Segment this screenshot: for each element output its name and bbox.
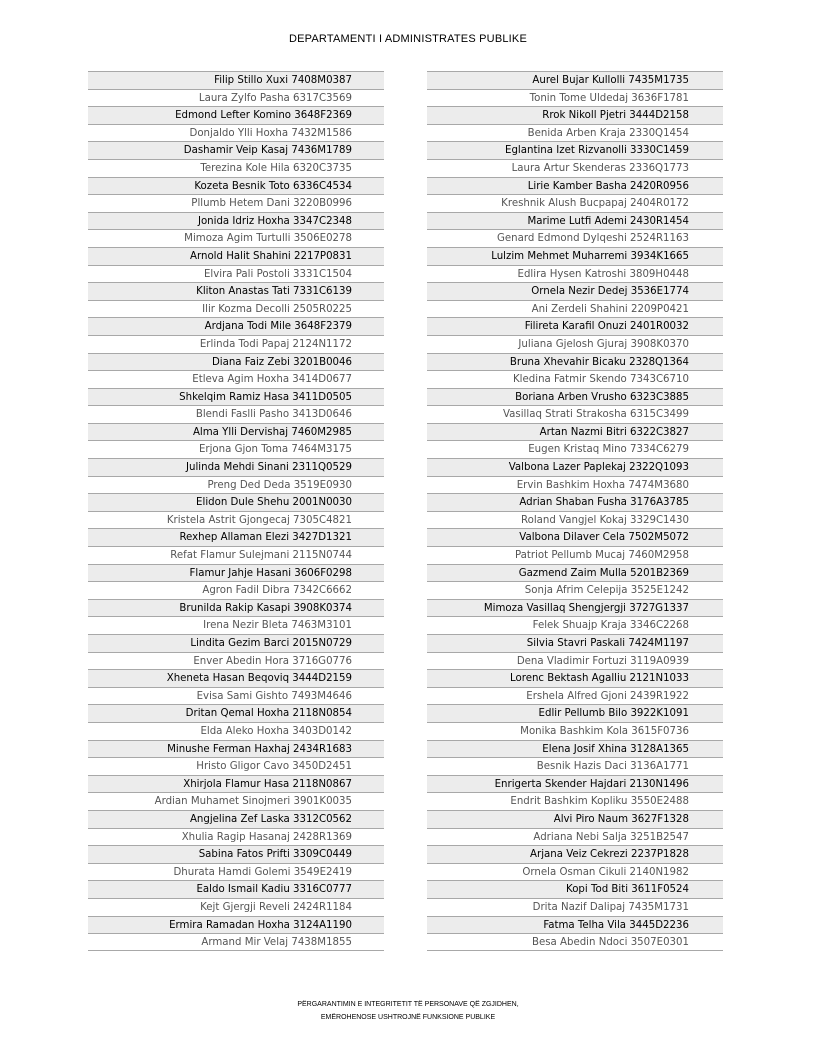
- footer: [0, 998, 816, 1024]
- table-row: Drita Nazif Dalipaj 7435M1731: [427, 898, 723, 916]
- table-row: Lirie Kamber Basha 2420R0956: [427, 177, 723, 195]
- table-row: Refat Flamur Sulejmani 2115N0744: [88, 546, 384, 564]
- table-row: Angjelina Zef Laska 3312C0562: [88, 810, 384, 828]
- table-row: Elidon Dule Shehu 2001N0030: [88, 493, 384, 511]
- table-row: Kozeta Besnik Toto 6336C4534: [88, 177, 384, 195]
- table-row: Lulzim Mehmet Muharremi 3934K1665: [427, 247, 723, 265]
- table-row: Dashamir Veip Kasaj 7436M1789: [88, 141, 384, 159]
- table-row: Arjana Veiz Cekrezi 2237P1828: [427, 845, 723, 863]
- table-row: Alma Ylli Dervishaj 7460M2985: [88, 423, 384, 441]
- table-row: Filip Stillo Xuxi 7408M0387: [88, 71, 384, 89]
- footer-line-2: EMËROHENOSE USHTROJNË FUNKSIONE PUBLIKE: [320, 1014, 496, 1021]
- table-row: Dena Vladimir Fortuzi 3119A0939: [427, 652, 723, 670]
- table-row: Minushe Ferman Haxhaj 2434R1683: [88, 740, 384, 758]
- table-row: Kledina Fatmir Skendo 7343C6710: [427, 370, 723, 388]
- table-row: Elena Josif Xhina 3128A1365: [427, 740, 723, 758]
- table-row: Eglantina Izet Rizvanolli 3330C1459: [427, 141, 723, 159]
- table-row: Sabina Fatos Prifti 3309C0449: [88, 845, 384, 863]
- table-row: Aurel Bujar Kullolli 7435M1735: [427, 71, 723, 89]
- table-row: Ervin Bashkim Hoxha 7474M3680: [427, 476, 723, 494]
- table-row: Rrok Nikoll Pjetri 3444D2158: [427, 106, 723, 124]
- table-row: Bruna Xhevahir Bicaku 2328Q1364: [427, 353, 723, 371]
- table-row: Sonja Afrim Celepija 3525E1242: [427, 581, 723, 599]
- footer-line-1: PËRGARANTIMIN E INTEGRITETIT TË PERSONAVE QË ZGJIDHEN,: [297, 1001, 519, 1008]
- table-row: Valbona Lazer Paplekaj 2322Q1093: [427, 458, 723, 476]
- table-row: Kreshnik Alush Bucpapaj 2404R0172: [427, 194, 723, 212]
- table-row: Diana Faiz Zebi 3201B0046: [88, 353, 384, 371]
- table-row: Mimoza Agim Turtulli 3506E0278: [88, 229, 384, 247]
- table-row: Jonida Idriz Hoxha 3347C2348: [88, 212, 384, 230]
- table-row: Eugen Kristaq Mino 7334C6279: [427, 440, 723, 458]
- table-row: Marime Lutfi Ademi 2430R1454: [427, 212, 723, 230]
- table-row: Julinda Mehdi Sinani 2311Q0529: [88, 458, 384, 476]
- table-row: Irena Nezir Bleta 7463M3101: [88, 616, 384, 634]
- table-row: Erlinda Todi Papaj 2124N1172: [88, 335, 384, 353]
- table-row: Elda Aleko Hoxha 3403D0142: [88, 722, 384, 740]
- table-row: Ani Zerdeli Shahini 2209P0421: [427, 300, 723, 318]
- right-name-column: [427, 71, 723, 951]
- table-row: Felek Shuajp Kraja 3346C2268: [427, 616, 723, 634]
- table-row: Silvia Stavri Paskali 7424M1197: [427, 634, 723, 652]
- table-row: Edlira Hysen Katroshi 3809H0448: [427, 265, 723, 283]
- table-row: Juliana Gjelosh Gjuraj 3908K0370: [427, 335, 723, 353]
- table-row: Tonin Tome Uldedaj 3636F1781: [427, 89, 723, 107]
- table-row: Alvi Piro Naum 3627F1328: [427, 810, 723, 828]
- table-row: Donjaldo Ylli Hoxha 7432M1586: [88, 124, 384, 142]
- table-row: Roland Vangjel Kokaj 3329C1430: [427, 511, 723, 529]
- left-name-column: [88, 71, 384, 951]
- table-row: Boriana Arben Vrusho 6323C3885: [427, 388, 723, 406]
- table-row: Rexhep Allaman Elezi 3427D1321: [88, 528, 384, 546]
- table-row: Endrit Bashkim Kopliku 3550E2488: [427, 792, 723, 810]
- table-row: Lindita Gezim Barci 2015N0729: [88, 634, 384, 652]
- table-row: Erjona Gjon Toma 7464M3175: [88, 440, 384, 458]
- table-row: Benida Arben Kraja 2330Q1454: [427, 124, 723, 142]
- table-row: Xheneta Hasan Beqoviq 3444D2159: [88, 669, 384, 687]
- table-row: Laura Zylfo Pasha 6317C3569: [88, 89, 384, 107]
- table-row: Ealdo Ismail Kadiu 3316C0777: [88, 880, 384, 898]
- table-row: Kopi Tod Biti 3611F0524: [427, 880, 723, 898]
- table-row: Ardjana Todi Mile 3648F2379: [88, 317, 384, 335]
- table-row: Hristo Gligor Cavo 3450D2451: [88, 757, 384, 775]
- table-row: Arnold Halit Shahini 2217P0831: [88, 247, 384, 265]
- table-row: Fatma Telha Vila 3445D2236: [427, 916, 723, 934]
- table-row: Ornela Osman Cikuli 2140N1982: [427, 863, 723, 881]
- table-row: Besnik Hazis Daci 3136A1771: [427, 757, 723, 775]
- table-row: Ardian Muhamet Sinojmeri 3901K0035: [88, 792, 384, 810]
- table-row: Valbona Dilaver Cela 7502M5072: [427, 528, 723, 546]
- table-row: Ornela Nezir Dedej 3536E1774: [427, 282, 723, 300]
- table-row: Kristela Astrit Gjongecaj 7305C4821: [88, 511, 384, 529]
- table-row: Ershela Alfred Gjoni 2439R1922: [427, 687, 723, 705]
- table-row: Filireta Karafil Onuzi 2401R0032: [427, 317, 723, 335]
- table-row: Preng Ded Deda 3519E0930: [88, 476, 384, 494]
- table-row: Ermira Ramadan Hoxha 3124A1190: [88, 916, 384, 934]
- table-row: Enrigerta Skender Hajdari 2130N1496: [427, 775, 723, 793]
- table-row: Flamur Jahje Hasani 3606F0298: [88, 564, 384, 582]
- table-row: Etleva Agim Hoxha 3414D0677: [88, 370, 384, 388]
- page-title: DEPARTAMENTI I ADMINISTRATES PUBLIKE: [288, 33, 528, 45]
- table-row: Dhurata Hamdi Golemi 3549E2419: [88, 863, 384, 881]
- table-row: Edmond Lefter Komino 3648F2369: [88, 106, 384, 124]
- table-row: Patriot Pellumb Mucaj 7460M2958: [427, 546, 723, 564]
- table-row: Brunilda Rakip Kasapi 3908K0374: [88, 599, 384, 617]
- table-row: Dritan Qemal Hoxha 2118N0854: [88, 704, 384, 722]
- table-row: Vasillaq Strati Strakosha 6315C3499: [427, 405, 723, 423]
- table-row: Xhulia Ragip Hasanaj 2428R1369: [88, 828, 384, 846]
- table-row: Kliton Anastas Tati 7331C6139: [88, 282, 384, 300]
- table-row: Xhirjola Flamur Hasa 2118N0867: [88, 775, 384, 793]
- table-row: Monika Bashkim Kola 3615F0736: [427, 722, 723, 740]
- table-row: Adrian Shaban Fusha 3176A3785: [427, 493, 723, 511]
- table-row: Besa Abedin Ndoci 3507E0301: [427, 933, 723, 951]
- table-row: Artan Nazmi Bitri 6322C3827: [427, 423, 723, 441]
- table-row: Terezina Kole Hila 6320C3735: [88, 159, 384, 177]
- table-row: Shkelqim Ramiz Hasa 3411D0505: [88, 388, 384, 406]
- table-row: Agron Fadil Dibra 7342C6662: [88, 581, 384, 599]
- table-row: Armand Mir Velaj 7438M1855: [88, 933, 384, 951]
- table-row: Laura Artur Skenderas 2336Q1773: [427, 159, 723, 177]
- table-row: Enver Abedin Hora 3716G0776: [88, 652, 384, 670]
- table-row: Ilir Kozma Decolli 2505R0225: [88, 300, 384, 318]
- table-row: Evisa Sami Gishto 7493M4646: [88, 687, 384, 705]
- table-row: Adriana Nebi Salja 3251B2547: [427, 828, 723, 846]
- table-row: Pllumb Hetem Dani 3220B0996: [88, 194, 384, 212]
- table-row: Genard Edmond Dylqeshi 2524R1163: [427, 229, 723, 247]
- table-row: Kejt Gjergji Reveli 2424R1184: [88, 898, 384, 916]
- table-row: Edlir Pellumb Bilo 3922K1091: [427, 704, 723, 722]
- table-row: Elvira Pali Postoli 3331C1504: [88, 265, 384, 283]
- table-row: Lorenc Bektash Agalliu 2121N1033: [427, 669, 723, 687]
- table-row: Blendi Faslli Pasho 3413D0646: [88, 405, 384, 423]
- table-row: Gazmend Zaim Mulla 5201B2369: [427, 564, 723, 582]
- table-row: Mimoza Vasillaq Shengjergji 3727G1337: [427, 599, 723, 617]
